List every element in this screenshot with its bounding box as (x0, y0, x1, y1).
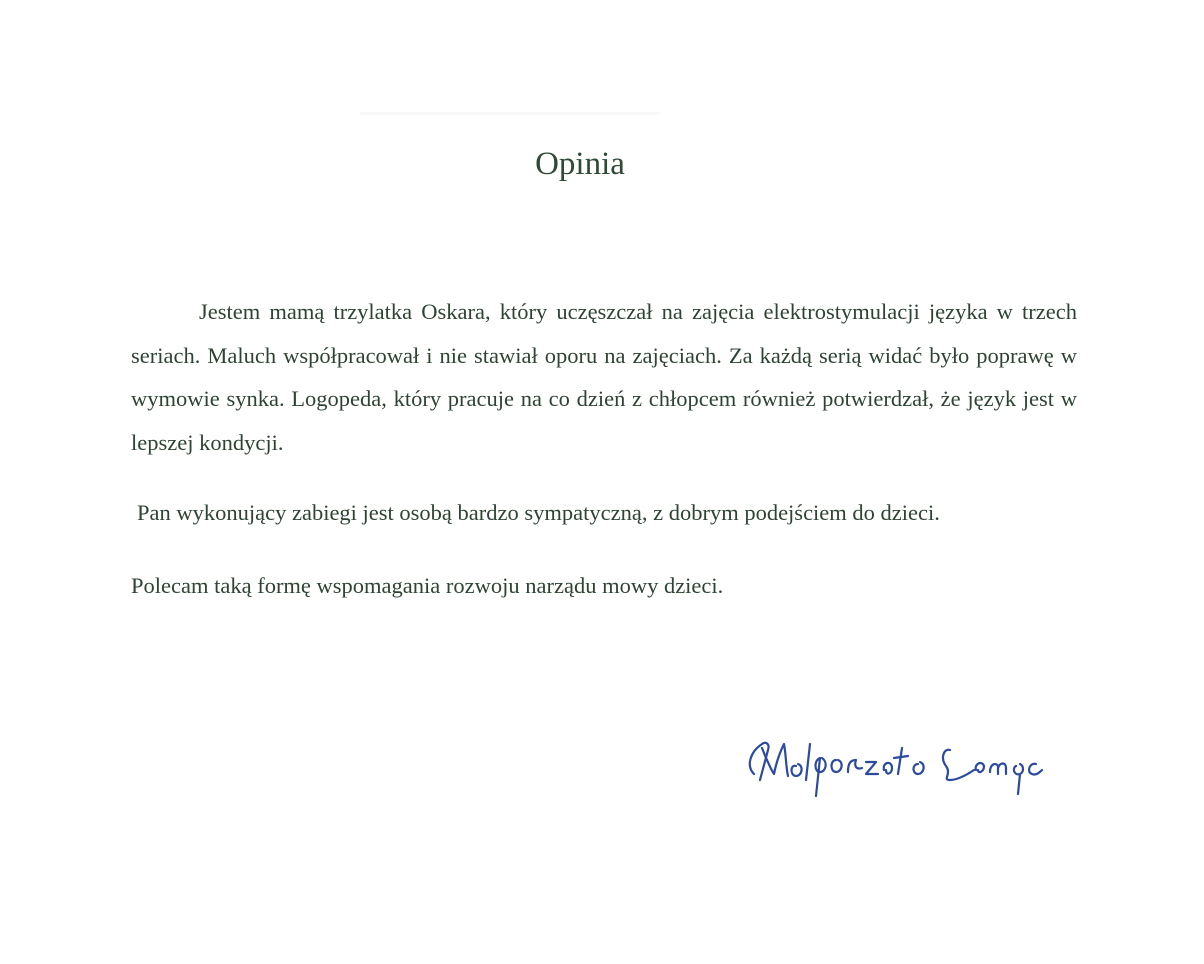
handwritten-signature (736, 714, 1056, 804)
paragraph-2: Pan wykonujący zabiegi jest osobą bardzo sympatyczną, z dobrym podejściem do dzieci. (137, 500, 940, 525)
signature-drawing (736, 714, 1056, 804)
paragraph-1: Jestem mamą trzylatka Oskara, który uczęszczał na zajęcia elektrostymulacji języka w trzech seriach. Maluch współpracował i nie stawiał oporu na zajęciach. Za każdą serią widać było poprawę w wymowie synka. Logopeda, który pracuje na co dzień z chłopcem również potwierdzał, że język jest w lepszej kondycji. (131, 299, 1077, 455)
scan-artifact (360, 112, 660, 115)
paragraph-3: Polecam taką formę wspomagania rozwoju narządu mowy dzieci. (131, 573, 724, 598)
page-title: Opinia (535, 146, 625, 182)
